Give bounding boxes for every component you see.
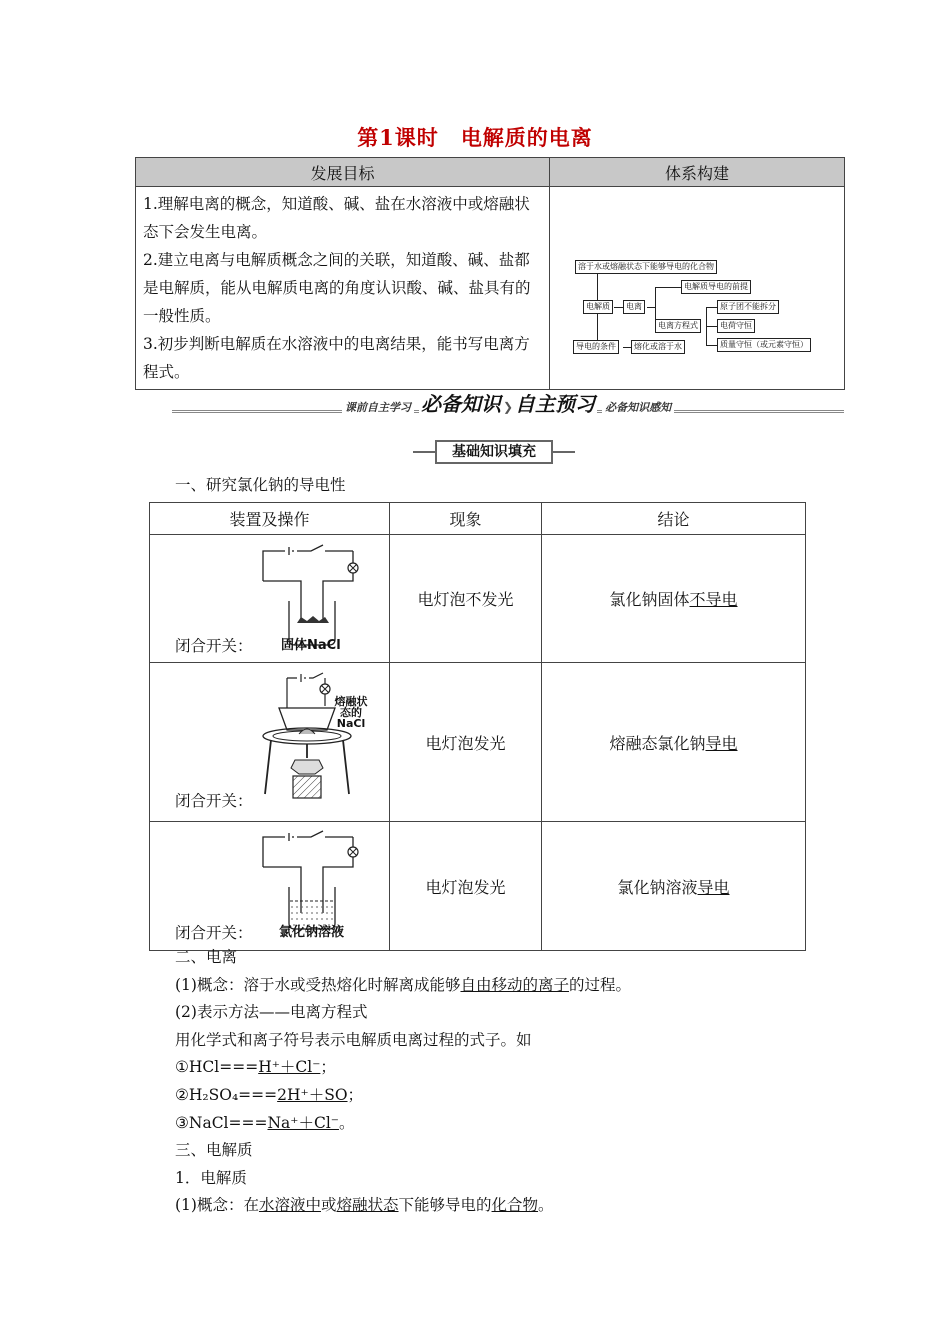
equation: ③NaCl===Na⁺＋Cl⁻。 xyxy=(175,1113,355,1132)
paragraph: (2)表示方法——电离方程式 xyxy=(175,1003,368,1022)
phenomenon-cell: 电灯泡发光 xyxy=(390,663,542,822)
table-row xyxy=(150,663,806,822)
apparatus-label: 氯化钠溶液 xyxy=(279,925,345,940)
diagram-node: 电解质 xyxy=(583,300,613,314)
banner-arrow-icon: ❯ xyxy=(502,400,514,414)
diagram-connector xyxy=(614,307,623,308)
diagram-connector xyxy=(706,326,717,327)
goal-item: 2.建立电离与电解质概念之间的关联，知道酸、碱、盐都是电解质，能从电解质电离的角度认识酸、碱、盐具有的一般性质。 xyxy=(143,251,531,325)
diagram-node: 熔化或溶于水 xyxy=(631,340,685,354)
col-header: 现象 xyxy=(390,503,542,535)
operation-label: 闭合开关： xyxy=(175,792,253,810)
col-header: 装置及操作 xyxy=(150,503,390,535)
diagram-connector xyxy=(647,307,655,308)
phenomenon-cell: 电灯泡不发光 xyxy=(390,535,542,663)
experiment-table xyxy=(149,502,806,951)
goal-item: 1.理解电离的概念，知道酸、碱、盐在水溶液中或熔融状态下会发生电离。 xyxy=(143,195,530,241)
diagram-node: 电离方程式 xyxy=(655,319,701,333)
goals-list xyxy=(137,188,548,388)
concept-diagram xyxy=(551,188,843,378)
diagram-node: 电离 xyxy=(623,300,645,314)
goal-item: 3.初步判断电解质在水溶液中的电离结果，能书写电离方程式。 xyxy=(143,335,530,381)
apparatus-label: 固体NaCl xyxy=(281,638,341,653)
section-banner: 课前自主学习 必备知识 ❯ 自主预习 必备知识感知 xyxy=(172,388,844,418)
paragraph: 用化学式和离子符号表示电解质电离过程的式子。如 xyxy=(175,1030,532,1049)
apparatus-label: 熔融状态的NaCl xyxy=(334,695,368,730)
phenomenon-cell: 电灯泡发光 xyxy=(390,822,542,951)
section-heading: 三、电解质 xyxy=(175,1141,253,1160)
conclusion-cell: 氯化钠固体不导电 xyxy=(542,535,806,663)
diagram-node: 溶于水或熔融状态下能够导电的化合物 xyxy=(575,260,717,274)
diagram-node: 原子团不能拆分 xyxy=(717,300,779,314)
diagram-node: 导电的条件 xyxy=(573,340,619,354)
diagram-connector xyxy=(597,313,598,340)
goals-table xyxy=(135,157,845,390)
goals-header: 发展目标 xyxy=(136,158,550,187)
framework-header: 体系构建 xyxy=(550,158,845,187)
diagram-connector xyxy=(623,347,631,348)
table-row xyxy=(150,822,806,951)
operation-label: 闭合开关： xyxy=(175,924,253,942)
diagram-connector xyxy=(706,307,717,308)
conclusion-cell: 氯化钠溶液导电 xyxy=(542,822,806,951)
conclusion-cell: 熔融态氯化钠导电 xyxy=(542,663,806,822)
diagram-connector xyxy=(597,273,598,300)
diagram-node: 质量守恒（或元素守恒） xyxy=(717,338,811,352)
page-title: 第1课时 电解质的电离 xyxy=(357,125,593,150)
paragraph: (1)概念：在水溶液中或熔融状态下能够导电的化合物。 xyxy=(175,1196,554,1215)
section-heading: 一、研究氯化钠的导电性 xyxy=(175,476,346,494)
equation: ②H₂SO₄===2H⁺＋SO； xyxy=(175,1085,364,1104)
subheading: 基础知识填充 xyxy=(413,440,575,462)
operation-label: 闭合开关： xyxy=(175,637,253,655)
paragraph: (1)概念：溶于水或受热熔化时解离成能够自由移动的离子的过程。 xyxy=(175,975,631,994)
col-header: 结论 xyxy=(542,503,806,535)
equation: ①HCl===H⁺＋Cl⁻； xyxy=(175,1058,336,1077)
table-row xyxy=(150,535,806,663)
body-text xyxy=(175,944,631,1220)
diagram-node: 电荷守恒 xyxy=(717,319,755,333)
paragraph: 1．电解质 xyxy=(175,1168,247,1187)
section-heading: 二、电离 xyxy=(175,948,238,966)
diagram-connector xyxy=(655,287,681,288)
molten-nacl-apparatus xyxy=(257,668,387,808)
diagram-connector xyxy=(655,287,656,327)
diagram-connector xyxy=(706,345,717,346)
diagram-node: 电解质导电的前提 xyxy=(681,280,751,294)
